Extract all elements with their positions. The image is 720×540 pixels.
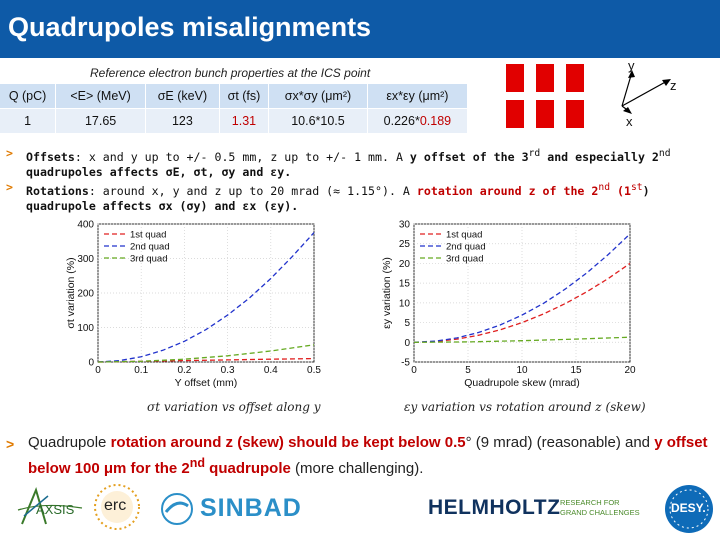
conclusion-emphasis: quadrupole <box>205 460 291 477</box>
helmholtz-logo-text: HELMHOLTZ <box>428 496 561 519</box>
conclusion <box>6 433 714 479</box>
y-tick-label: 0 <box>88 357 94 369</box>
axis-label-y: y <box>628 58 635 73</box>
desy-logo-text: DESY. <box>671 501 706 515</box>
y-axis-label: εy variation (%) <box>381 257 393 329</box>
y-tick-label: 400 <box>77 219 94 231</box>
sinbad-logo-icon <box>160 492 194 526</box>
bullet-text: : x and y up to +/- 0.5 mm, z up to +/- 1 mm. A <box>74 149 410 164</box>
conclusion-text: ° (9 mrad) (reasonable) and <box>465 434 655 451</box>
x-tick-label: 10 <box>516 365 528 376</box>
y-tick-label: 25 <box>398 239 410 251</box>
axsis-logo-text: AXSIS <box>36 502 75 517</box>
bullet-offsets <box>6 146 716 180</box>
table-cell: 17.65 <box>56 108 146 133</box>
table-header-cell: σx*σy (μm²) <box>269 84 368 108</box>
emittance-x: 0.226* <box>383 113 420 128</box>
x-tick-label: 0 <box>95 365 101 376</box>
bullet-rotations <box>6 180 716 214</box>
x-tick-label: 0.3 <box>220 365 235 376</box>
bunch-properties-table <box>0 84 468 133</box>
y-tick-label: 200 <box>77 288 94 300</box>
bullet-emphasis: rotation around z of the 2 <box>416 183 599 198</box>
x-tick-label: 0.5 <box>307 365 321 376</box>
superscript: rd <box>528 148 541 159</box>
x-axis-label: Y offset (mm) <box>174 377 238 388</box>
x-tick-label: 0.4 <box>263 365 278 376</box>
legend-label: 1st quad <box>130 229 167 241</box>
table-row <box>0 108 468 133</box>
y-tick-label: 20 <box>398 258 410 270</box>
arrow-bullet-icon: > <box>6 179 13 194</box>
legend-label: 3rd quad <box>130 253 168 265</box>
conclusion-text: (more challenging). <box>290 460 424 477</box>
y-axis-label: σt variation (%) <box>65 257 77 329</box>
title-bar <box>0 0 720 58</box>
bullet-keyword: Offsets <box>26 149 75 164</box>
quadrupole-diagram <box>504 58 714 132</box>
legend-label: 1st quad <box>446 229 483 241</box>
bullet-list <box>6 146 716 214</box>
table-header-cell: εx*εy (μm²) <box>367 84 467 108</box>
sigma-t-vs-offset-plot <box>64 218 326 393</box>
y-tick-label: 5 <box>404 318 410 330</box>
arrow-bullet-icon: > <box>6 146 13 160</box>
chart-svg <box>380 218 642 388</box>
chart-svg <box>64 218 326 388</box>
sinbad-logo-text: SINBAD <box>200 494 302 522</box>
left-plot-caption: σt variation vs offset along y <box>147 400 321 414</box>
helmholtz-sub-2: GRAND CHALLENGES <box>560 508 640 517</box>
x-tick-label: 0.1 <box>134 365 149 376</box>
y-tick-label: 15 <box>398 278 410 290</box>
bullet-emphasis: and especially 2 <box>540 149 659 164</box>
bullet-emphasis: y offset of the 3 <box>409 149 529 164</box>
emittance-vs-skew-plot <box>380 218 642 393</box>
table-cell <box>367 108 467 133</box>
bullet-keyword: Rotations <box>26 183 89 198</box>
x-tick-label: 5 <box>465 365 471 376</box>
bullet-text: : around x, y and z up to 20 mrad (≈ 1.15°). A <box>88 183 417 198</box>
conclusion-text: Quadrupole <box>28 434 111 451</box>
legend-label: 2nd quad <box>446 241 486 253</box>
page-title: Quadrupoles misalignments <box>8 12 372 42</box>
table-header-cell: Q (pC) <box>0 84 56 108</box>
superscript: nd <box>189 456 205 470</box>
right-plot-caption: εy variation vs rotation around z (skew) <box>404 400 646 414</box>
x-axis-label: Quadrupole skew (mrad) <box>464 377 580 388</box>
legend-label: 2nd quad <box>130 241 170 253</box>
table-header-cell: σt (fs) <box>219 84 268 108</box>
erc-logo-text: erc <box>104 497 127 514</box>
axis-label-z: z <box>670 78 677 93</box>
table-cell: 1.31 <box>219 108 268 133</box>
table-cell: 123 <box>146 108 220 133</box>
table-header-cell: σE (keV) <box>146 84 220 108</box>
bullet-emphasis: (1 <box>610 183 631 198</box>
axis-label-x: x <box>626 114 633 129</box>
table-header-row <box>0 84 468 108</box>
legend-label: 3rd quad <box>446 253 484 265</box>
y-tick-label: 0 <box>404 337 410 349</box>
conclusion-emphasis: y offset below 100 μm for the 2 <box>28 434 708 477</box>
y-tick-label: -5 <box>401 357 410 369</box>
table-cell: 10.6*10.5 <box>269 108 368 133</box>
table-caption: Reference electron bunch properties at the ICS point <box>90 66 371 80</box>
superscript: st <box>630 181 643 193</box>
bullet-emphasis: ) quadrupole affects σx (σy) and εx (εy). <box>26 183 650 213</box>
x-tick-label: 0.2 <box>177 365 192 376</box>
erc-logo <box>92 482 142 532</box>
x-tick-label: 15 <box>570 365 582 376</box>
bullet-emphasis: quadrupoles affects σE, σt, σy and εy. <box>26 164 292 179</box>
y-tick-label: 10 <box>398 298 410 310</box>
helmholtz-logo <box>428 496 640 526</box>
axsis-logo <box>14 484 86 532</box>
sinbad-logo <box>160 492 310 526</box>
conclusion-emphasis: rotation around z (skew) should be kept below 0.5 <box>110 434 466 451</box>
y-tick-label: 100 <box>77 323 94 334</box>
superscript: nd <box>658 148 671 159</box>
y-tick-label: 300 <box>77 254 94 265</box>
coordinate-axes <box>504 62 714 132</box>
table-header-cell: <E> (MeV) <box>56 84 146 108</box>
desy-logo <box>664 484 714 534</box>
arrow-bullet-icon: > <box>6 436 15 452</box>
helmholtz-sub-1: RESEARCH FOR <box>560 498 620 507</box>
table-cell: 1 <box>0 108 56 133</box>
logo-bar <box>0 478 720 540</box>
emittance-y: 0.189 <box>419 113 452 128</box>
superscript: nd <box>598 181 611 193</box>
x-tick-label: 0 <box>411 365 417 376</box>
y-tick-label: 30 <box>398 219 410 231</box>
x-tick-label: 20 <box>624 365 636 376</box>
